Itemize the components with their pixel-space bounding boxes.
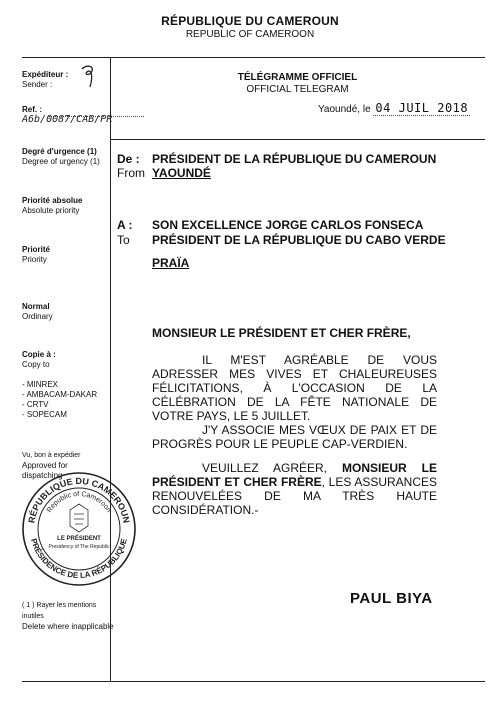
- to-line-3: PRAÏA: [152, 256, 190, 270]
- priority-en: Priority: [22, 255, 47, 264]
- bottom-rule: [22, 681, 485, 682]
- normal-block: [22, 302, 110, 322]
- footnote-fr: ( 1 ) Rayer les mentions inutiles: [22, 602, 97, 620]
- date-line: [318, 101, 470, 115]
- urgency-label-en: Degree of urgency (1): [22, 157, 100, 166]
- paragraph-2: J'Y ASSOCIE MES VŒUX DE PAIX ET DE PROGRÈS POUR LE PEUPLE CAP-VERDIEN.: [152, 423, 437, 451]
- dispatch-en: Approved for dispatching: [22, 461, 68, 480]
- paragraph-3-bold: MONSIEUR LE PRÉSIDENT ET CHER FRÈRE: [152, 461, 437, 489]
- seal-inner-top-text: Republic of Cameroon: [45, 490, 113, 514]
- republic-title-fr: RÉPUBLIQUE DU CAMEROUN: [161, 14, 339, 28]
- a-label: A :: [117, 218, 133, 232]
- ref-block: [22, 105, 113, 125]
- seal-outer-bottom-text: PRÉSIDENCE DE LA RÉPUBLIQUE: [29, 537, 129, 581]
- telegram-title: [110, 72, 485, 96]
- ref-label: Ref. :: [22, 105, 42, 114]
- dispatch-fr: Vu, bon à expédier: [22, 452, 81, 459]
- header-rule: [110, 139, 485, 140]
- ref-dotted-line: [48, 116, 144, 118]
- sender-initials-signature: [78, 63, 100, 89]
- to-line-1: SON EXCELLENCE JORGE CARLOS FONSECA: [152, 218, 424, 232]
- seal-center-text-2: Presidency of The Republic: [48, 544, 110, 550]
- seal-outer-top-text: RÉPUBLIQUE DU CAMEROUN: [26, 475, 132, 524]
- copy-list: [22, 380, 110, 420]
- sender-label-en: Sender :: [22, 80, 53, 89]
- sidebar-divider: [110, 57, 111, 682]
- ref-value: A6b/0087/CAB/PR: [22, 114, 113, 125]
- telegram-title-fr: TÉLÉGRAMME OFFICIEL: [237, 72, 358, 83]
- footnote-block: [22, 600, 117, 632]
- urgency-label-fr: Degré d'urgence (1): [22, 147, 97, 156]
- from-line-2: YAOUNDÉ: [152, 166, 211, 180]
- republic-title-en: REPUBLIC OF CAMEROON: [185, 29, 315, 40]
- telegram-title-en: OFFICIAL TELEGRAM: [246, 84, 349, 95]
- paragraph-1: IL M'EST AGRÉABLE DE VOUS ADRESSER MES VIVES ET CHALEUREUSES FÉLICITATIONS, À L'OCCASION DE LA CÉLÉBRATION DE LA FÊTE NATIONALE DE VOTRE PAYS, LE 5 JUILLET.: [152, 353, 437, 423]
- copy-block: [22, 350, 110, 370]
- de-label: De :: [117, 152, 140, 166]
- svg-text:Republic of Cameroon: [46, 491, 112, 514]
- abs-priority-fr: Priorité absolue: [22, 196, 83, 205]
- copy-item: - CRTV: [22, 400, 49, 409]
- from-line-1: PRÉSIDENT DE LA RÉPUBLIQUE DU CAMEROUN: [152, 152, 437, 166]
- copy-item: - MINREX: [22, 380, 58, 389]
- copy-item: - AMBACAM-DAKAR: [22, 390, 98, 399]
- normal-en: Ordinary: [22, 312, 53, 321]
- copy-item: - SOPECAM: [22, 410, 67, 419]
- to-label: To: [117, 233, 130, 247]
- presidential-seal-stamp: [20, 470, 138, 588]
- to-line-2: PRÉSIDENT DE LA RÉPUBLIQUE DU CABO VERDE: [152, 233, 446, 247]
- date-value: 04 JUIL 2018: [375, 101, 469, 115]
- absolute-priority-block: [22, 196, 110, 216]
- priority-fr: Priorité: [22, 245, 51, 254]
- seal-center-text-1: LE PRÉSIDENT: [57, 536, 101, 542]
- paragraph-3: [152, 461, 437, 517]
- svg-text:RÉPUBLIQUE DU CAMEROUN: [26, 476, 131, 524]
- abs-priority-en: Absolute priority: [22, 206, 80, 215]
- seal-emblem: [70, 504, 88, 532]
- signature-name: PAUL BIYA: [350, 590, 433, 607]
- paragraph-3-end: , LES ASSURANCES RENOUVELÉES DE MA TRÈS HAUTE CONSIDÉRATION.-: [152, 475, 438, 517]
- paragraph-3-start: VEUILLEZ AGRÉER,: [202, 461, 342, 475]
- copy-en: Copy to: [22, 360, 50, 369]
- from-label: From: [117, 166, 145, 180]
- top-rule: [22, 57, 485, 58]
- sender-label-fr: Expéditeur :: [22, 70, 69, 79]
- date-prefix: Yaoundé, le: [318, 104, 371, 115]
- priority-block: [22, 245, 110, 265]
- urgency-block: [22, 147, 110, 167]
- salutation: MONSIEUR LE PRÉSIDENT ET CHER FRÈRE,: [152, 326, 411, 340]
- footnote-en: Delete where inapplicable: [22, 622, 114, 631]
- normal-fr: Normal: [22, 302, 50, 311]
- copy-fr: Copie à :: [22, 350, 56, 359]
